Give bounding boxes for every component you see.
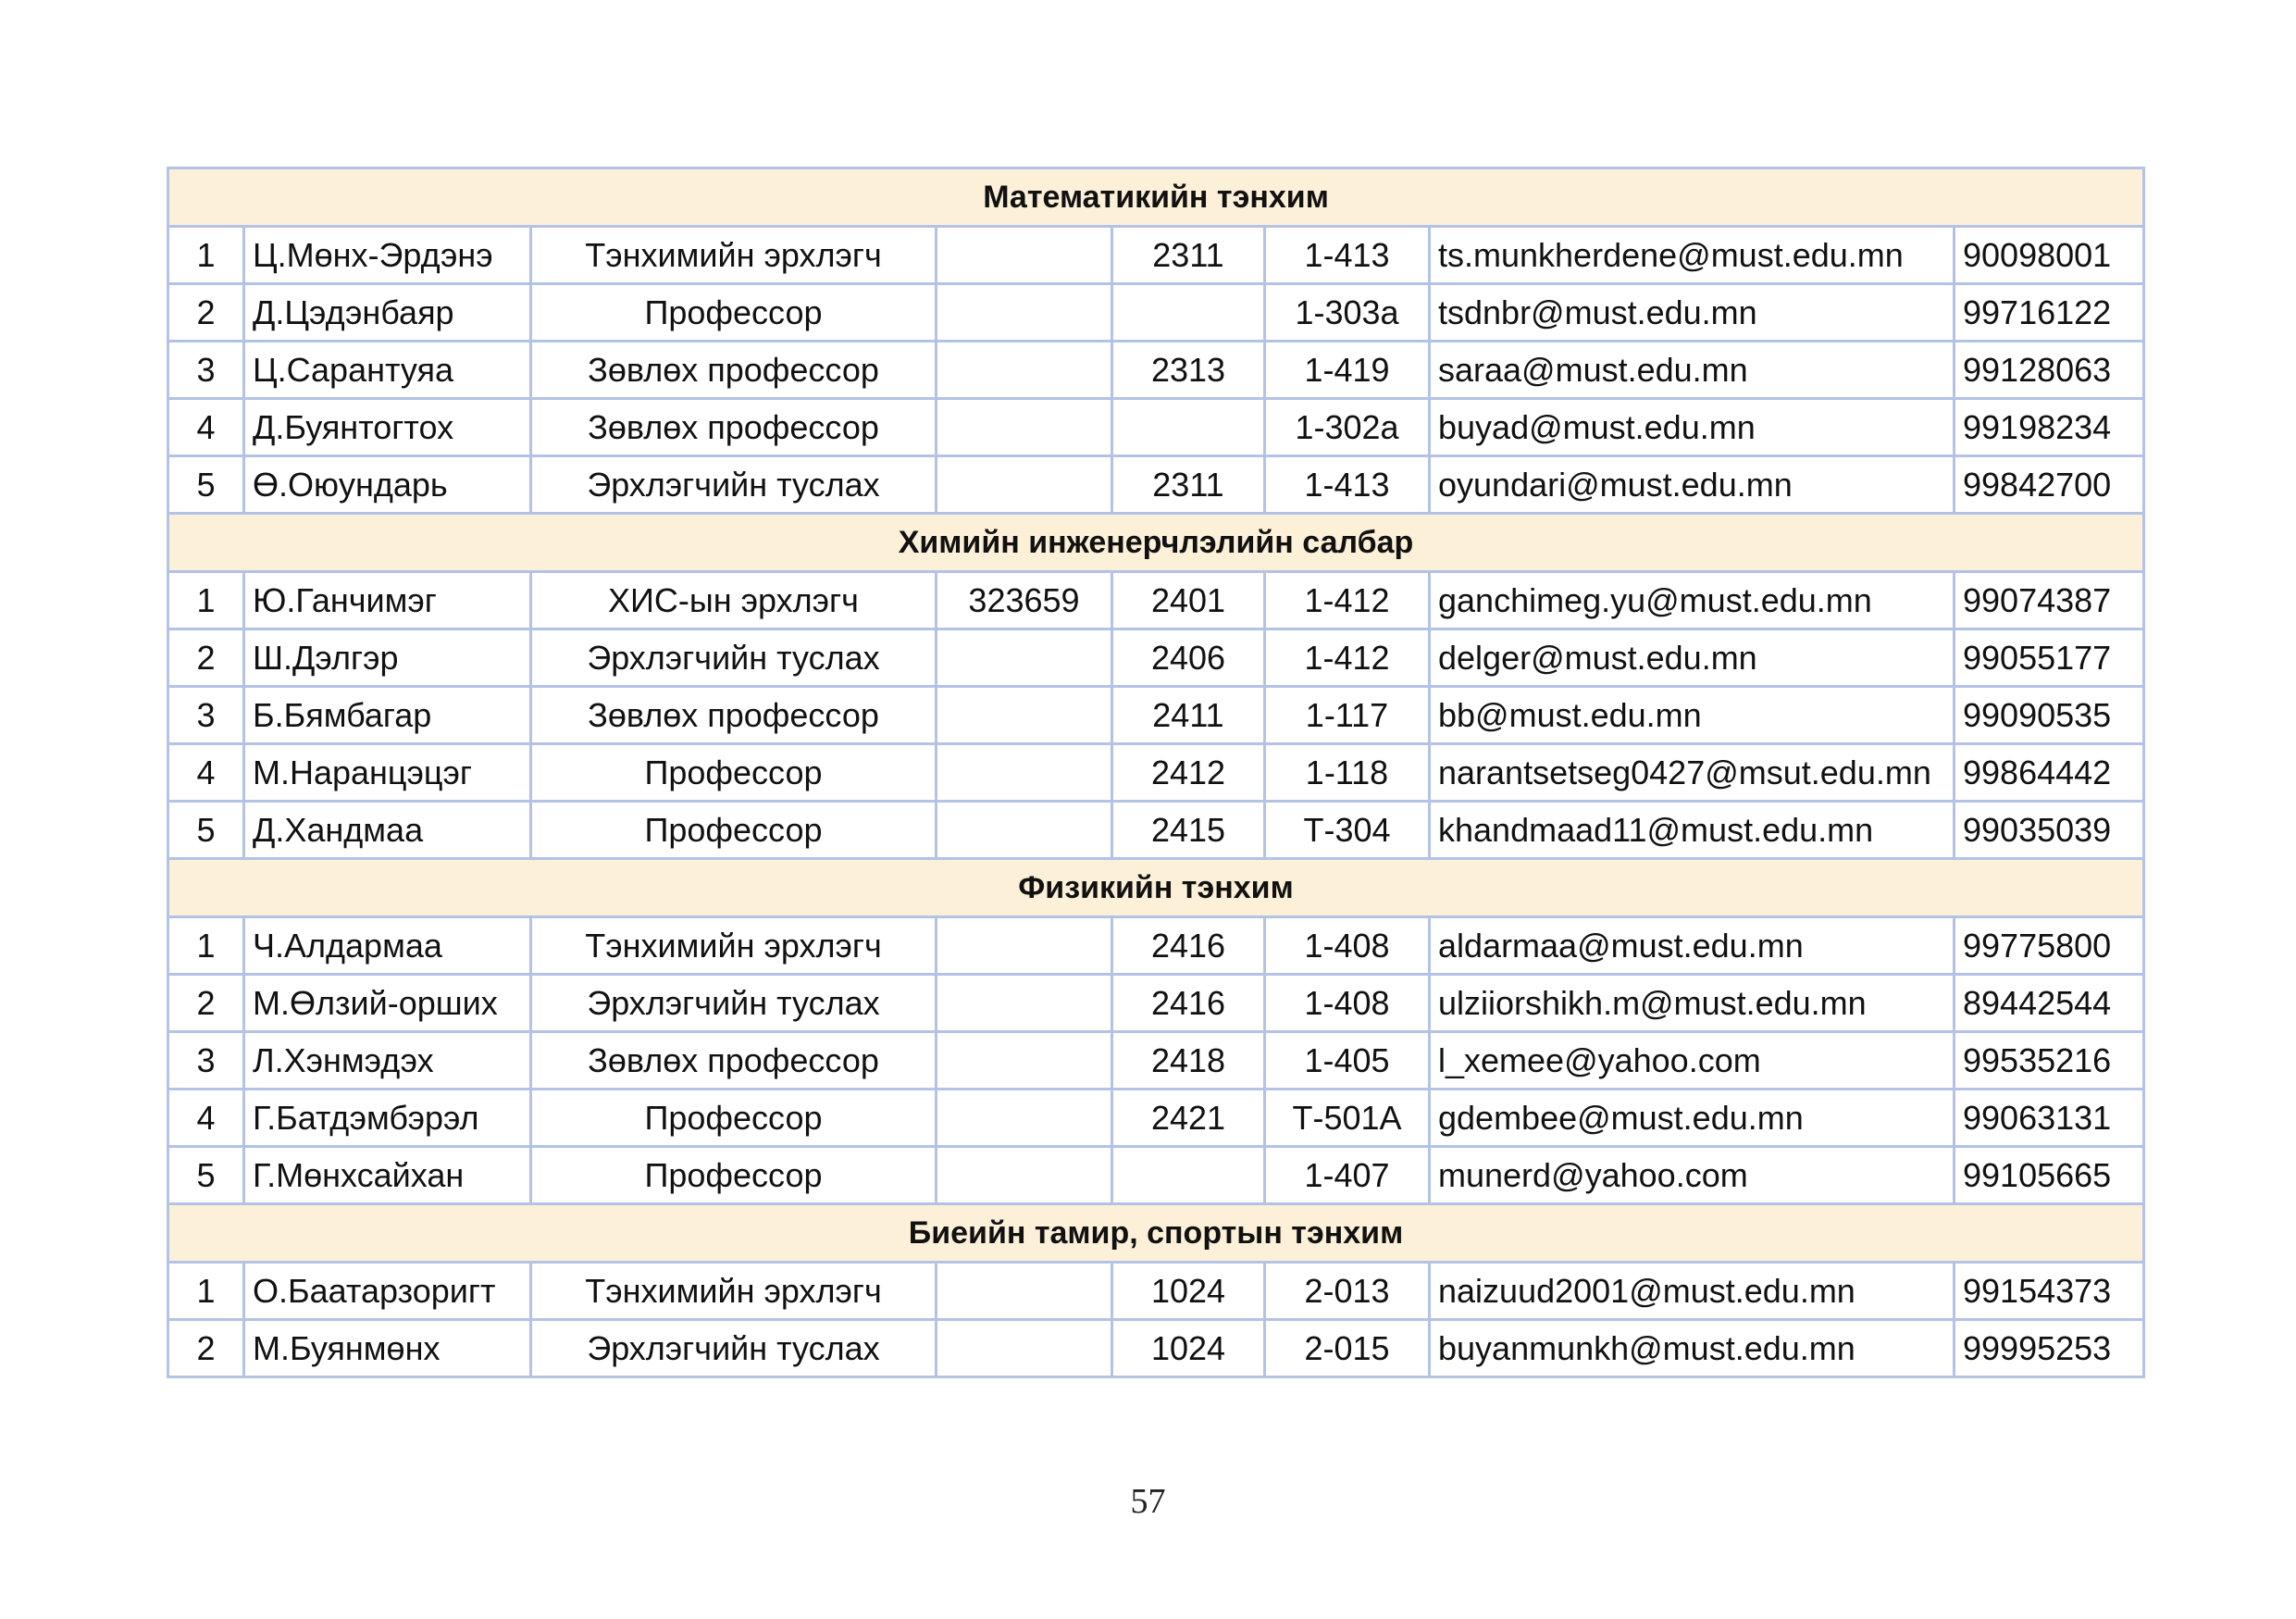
staff-directory-table-wrapper: [167, 167, 2142, 1378]
table-body: [168, 168, 2144, 1377]
staff-position: Эрхлэгчийн туслах: [531, 975, 937, 1032]
staff-name: Л.Хэнмэдэх: [244, 1032, 531, 1090]
phone-extension-2: 2313: [1112, 342, 1265, 399]
staff-position: Эрхлэгчийн туслах: [531, 629, 937, 687]
staff-name: Г.Мөнхсайхан: [244, 1147, 531, 1204]
email-address: khandmaad11@must.edu.mn: [1430, 802, 1955, 859]
mobile-phone: 99105665: [1955, 1147, 2144, 1204]
phone-extension-1: [937, 1090, 1112, 1147]
table-row: [168, 1263, 2144, 1320]
email-address: buyad@must.edu.mn: [1430, 399, 1955, 456]
room-number: 1-118: [1265, 744, 1430, 802]
room-number: 2-013: [1265, 1263, 1430, 1320]
row-number: 2: [168, 284, 244, 342]
row-number: 3: [168, 687, 244, 744]
room-number: 2-015: [1265, 1320, 1430, 1377]
phone-extension-1: [937, 1032, 1112, 1090]
row-number: 2: [168, 629, 244, 687]
row-number: 1: [168, 572, 244, 629]
phone-extension-2: 2418: [1112, 1032, 1265, 1090]
staff-position: Тэнхимийн эрхлэгч: [531, 1263, 937, 1320]
phone-extension-2: 2411: [1112, 687, 1265, 744]
staff-name: Д.Хандмаа: [244, 802, 531, 859]
phone-extension-2: 2412: [1112, 744, 1265, 802]
table-row: [168, 975, 2144, 1032]
room-number: 1-117: [1265, 687, 1430, 744]
room-number: 1-419: [1265, 342, 1430, 399]
staff-position: Эрхлэгчийн туслах: [531, 456, 937, 514]
staff-position: Эрхлэгчийн туслах: [531, 1320, 937, 1377]
phone-extension-2: 2406: [1112, 629, 1265, 687]
phone-extension-2: 2311: [1112, 456, 1265, 514]
email-address: naizuud2001@must.edu.mn: [1430, 1263, 1955, 1320]
staff-name: М.Буянмөнх: [244, 1320, 531, 1377]
room-number: 1-303а: [1265, 284, 1430, 342]
phone-extension-2: [1112, 284, 1265, 342]
phone-extension-2: 2416: [1112, 975, 1265, 1032]
phone-extension-2: 1024: [1112, 1320, 1265, 1377]
phone-extension-1: [937, 284, 1112, 342]
email-address: ganchimeg.yu@must.edu.mn: [1430, 572, 1955, 629]
table-row: [168, 284, 2144, 342]
row-number: 4: [168, 744, 244, 802]
table-row: [168, 456, 2144, 514]
staff-name: Ц.Сарантуяа: [244, 342, 531, 399]
mobile-phone: 99128063: [1955, 342, 2144, 399]
section-header-row: [168, 859, 2144, 917]
row-number: 1: [168, 917, 244, 975]
staff-position: Тэнхимийн эрхлэгч: [531, 227, 937, 284]
table-row: [168, 1090, 2144, 1147]
row-number: 2: [168, 1320, 244, 1377]
section-header-row: [168, 514, 2144, 572]
phone-extension-1: 323659: [937, 572, 1112, 629]
row-number: 1: [168, 1263, 244, 1320]
email-address: gdembee@must.edu.mn: [1430, 1090, 1955, 1147]
row-number: 1: [168, 227, 244, 284]
staff-name: Ц.Мөнх-Эрдэнэ: [244, 227, 531, 284]
mobile-phone: 99198234: [1955, 399, 2144, 456]
phone-extension-2: 2415: [1112, 802, 1265, 859]
mobile-phone: 99864442: [1955, 744, 2144, 802]
email-address: munerd@yahoo.com: [1430, 1147, 1955, 1204]
row-number: 4: [168, 1090, 244, 1147]
mobile-phone: 99090535: [1955, 687, 2144, 744]
phone-extension-2: [1112, 1147, 1265, 1204]
phone-extension-1: [937, 1263, 1112, 1320]
phone-extension-1: [937, 744, 1112, 802]
section-title: Биеийн тамир, спортын тэнхим: [168, 1204, 2144, 1263]
table-row: [168, 342, 2144, 399]
staff-name: М.Наранцэцэг: [244, 744, 531, 802]
staff-position: Профессор: [531, 1147, 937, 1204]
mobile-phone: 99995253: [1955, 1320, 2144, 1377]
table-row: [168, 1032, 2144, 1090]
email-address: delger@must.edu.mn: [1430, 629, 1955, 687]
staff-position: Профессор: [531, 802, 937, 859]
phone-extension-1: [937, 1147, 1112, 1204]
row-number: 5: [168, 456, 244, 514]
staff-position: Профессор: [531, 284, 937, 342]
section-header-row: [168, 1204, 2144, 1263]
mobile-phone: 99063131: [1955, 1090, 2144, 1147]
mobile-phone: 99154373: [1955, 1263, 2144, 1320]
email-address: aldarmaa@must.edu.mn: [1430, 917, 1955, 975]
staff-position: Зөвлөх профессор: [531, 1032, 937, 1090]
email-address: bb@must.edu.mn: [1430, 687, 1955, 744]
room-number: 1-413: [1265, 227, 1430, 284]
room-number: 1-413: [1265, 456, 1430, 514]
row-number: 2: [168, 975, 244, 1032]
section-title: Математикийн тэнхим: [168, 168, 2144, 227]
section-title: Химийн инженерчлэлийн салбар: [168, 514, 2144, 572]
room-number: 1-405: [1265, 1032, 1430, 1090]
section-header-row: [168, 168, 2144, 227]
phone-extension-1: [937, 342, 1112, 399]
table-row: [168, 399, 2144, 456]
room-number: 1-407: [1265, 1147, 1430, 1204]
email-address: narantsetseg0427@msut.edu.mn: [1430, 744, 1955, 802]
staff-position: ХИС-ын эрхлэгч: [531, 572, 937, 629]
phone-extension-1: [937, 1320, 1112, 1377]
phone-extension-2: 1024: [1112, 1263, 1265, 1320]
staff-name: М.Өлзий-орших: [244, 975, 531, 1032]
staff-name: Ю.Ганчимэг: [244, 572, 531, 629]
table-row: [168, 1320, 2144, 1377]
phone-extension-2: 2421: [1112, 1090, 1265, 1147]
staff-position: Зөвлөх профессор: [531, 399, 937, 456]
phone-extension-2: 2416: [1112, 917, 1265, 975]
mobile-phone: 90098001: [1955, 227, 2144, 284]
email-address: buyanmunkh@must.edu.mn: [1430, 1320, 1955, 1377]
phone-extension-1: [937, 975, 1112, 1032]
phone-extension-2: 2311: [1112, 227, 1265, 284]
row-number: 5: [168, 1147, 244, 1204]
staff-position: Зөвлөх профессор: [531, 342, 937, 399]
section-title: Физикийн тэнхим: [168, 859, 2144, 917]
staff-directory-table: [167, 167, 2145, 1378]
table-row: [168, 744, 2144, 802]
email-address: ulziiorshikh.m@must.edu.mn: [1430, 975, 1955, 1032]
table-row: [168, 227, 2144, 284]
mobile-phone: 89442544: [1955, 975, 2144, 1032]
email-address: tsdnbr@must.edu.mn: [1430, 284, 1955, 342]
mobile-phone: 99842700: [1955, 456, 2144, 514]
staff-name: Б.Бямбагар: [244, 687, 531, 744]
phone-extension-1: [937, 802, 1112, 859]
room-number: Т-501А: [1265, 1090, 1430, 1147]
page-number: 57: [1130, 1482, 1166, 1521]
phone-extension-2: 2401: [1112, 572, 1265, 629]
mobile-phone: 99035039: [1955, 802, 2144, 859]
phone-extension-1: [937, 399, 1112, 456]
table-row: [168, 629, 2144, 687]
email-address: oyundari@must.edu.mn: [1430, 456, 1955, 514]
table-row: [168, 687, 2144, 744]
row-number: 5: [168, 802, 244, 859]
mobile-phone: 99775800: [1955, 917, 2144, 975]
phone-extension-2: [1112, 399, 1265, 456]
room-number: 1-408: [1265, 975, 1430, 1032]
phone-extension-1: [937, 687, 1112, 744]
phone-extension-1: [937, 917, 1112, 975]
phone-extension-1: [937, 629, 1112, 687]
staff-name: Ө.Оюундарь: [244, 456, 531, 514]
staff-position: Профессор: [531, 744, 937, 802]
room-number: Т-304: [1265, 802, 1430, 859]
mobile-phone: 99535216: [1955, 1032, 2144, 1090]
email-address: saraa@must.edu.mn: [1430, 342, 1955, 399]
staff-name: Ч.Алдармаа: [244, 917, 531, 975]
phone-extension-1: [937, 456, 1112, 514]
table-row: [168, 1147, 2144, 1204]
room-number: 1-302а: [1265, 399, 1430, 456]
staff-position: Профессор: [531, 1090, 937, 1147]
room-number: 1-412: [1265, 572, 1430, 629]
row-number: 3: [168, 342, 244, 399]
mobile-phone: 99716122: [1955, 284, 2144, 342]
table-row: [168, 802, 2144, 859]
staff-name: Д.Буянтогтох: [244, 399, 531, 456]
room-number: 1-412: [1265, 629, 1430, 687]
room-number: 1-408: [1265, 917, 1430, 975]
staff-position: Зөвлөх профессор: [531, 687, 937, 744]
mobile-phone: 99055177: [1955, 629, 2144, 687]
table-row: [168, 917, 2144, 975]
email-address: ts.munkherdene@must.edu.mn: [1430, 227, 1955, 284]
email-address: l_xemee@yahoo.com: [1430, 1032, 1955, 1090]
mobile-phone: 99074387: [1955, 572, 2144, 629]
staff-name: Г.Батдэмбэрэл: [244, 1090, 531, 1147]
table-row: [168, 572, 2144, 629]
row-number: 3: [168, 1032, 244, 1090]
row-number: 4: [168, 399, 244, 456]
staff-name: О.Баатарзоригт: [244, 1263, 531, 1320]
staff-name: Ш.Дэлгэр: [244, 629, 531, 687]
staff-name: Д.Цэдэнбаяр: [244, 284, 531, 342]
staff-position: Тэнхимийн эрхлэгч: [531, 917, 937, 975]
phone-extension-1: [937, 227, 1112, 284]
